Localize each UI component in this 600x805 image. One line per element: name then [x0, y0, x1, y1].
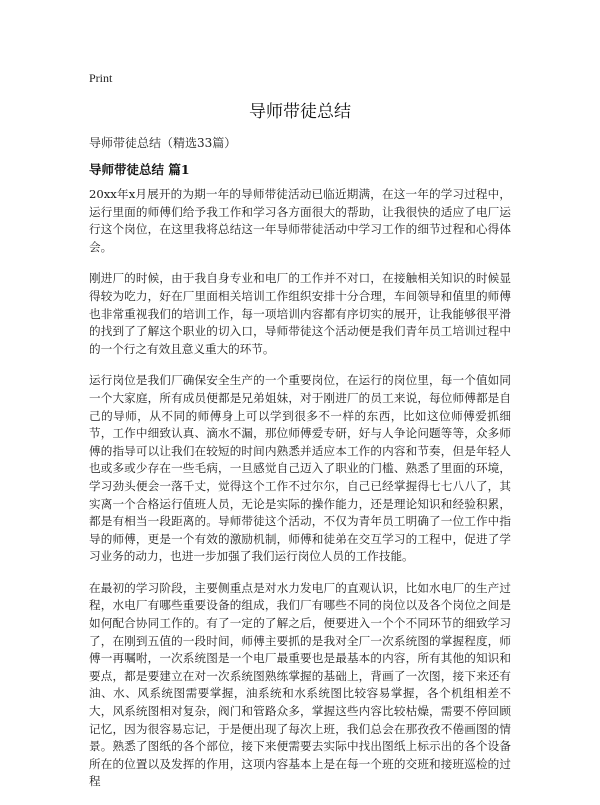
document-body [89, 186, 511, 805]
print-link[interactable]: Print [89, 71, 113, 85]
paragraph-3: 运行岗位是我们厂确保安全生产的一个重要岗位，在运行的岗位里，每一个值如同一个大家庭，所有成员便都是兄弟姐妹，对于刚进厂的员工来说，每位师傅都是自己的导师，从不同的师傅身上可以学到很多不一样的东西，比如这位师傅爱抓细节，工作中细致认真、滴水不漏，那位师傅爱专研，好与人争论问题等等，众多师傅的指导可以让我们在较短的时间内熟悉并适应本工作的内容和节奏，但是年轻人也或多或少存在一些毛病，一旦感觉自己迈入了职业的门槛、熟悉了里面的环境，学习劲头便会一落千丈，觉得这个工作不过尔尔，自己已经掌握得七七八八了，其实离一个合格运行值班人员，无论是实际的操作能力，还是理论知识和经验积累，都是有相当一段距离的。导师带徒这个活动，不仅为青年员工明确了一位工作中指导的师傅，更是一个有效的激励机制，师傅和徒弟在交互学习的工程中，促进了学习业务的动力，也进一步加强了我们运行岗位人员的工作技能。 [89, 373, 511, 564]
paragraph-1: 20xx年x月展开的为期一年的导师带徒活动已临近期满，在这一年的学习过程中，运行里面的师傅们给予我工作和学习各方面很大的帮助，让我很快的适应了电厂运行这个岗位，在这里我将总结这一年导师带徒活动中学习工作的细节过程和心得体会。 [89, 187, 511, 254]
paragraph-2: 刚进厂的时候，由于我自身专业和电厂的工作并不对口，在接触相关知识的时候显得较为吃力，好在厂里面相关培训工作组织安排十分合理，车间领导和值里的师傅也非常重视我们的培训工作，每一项培训内容都有序切实的展开，让我能够很平滑的找到了了解这个职业的切入口，导师带徒这个活动便是我们青年员工培训过程中的一个行之有效且意义重大的环节。 [89, 271, 511, 356]
document-title: 导师带徒总结 [249, 102, 351, 122]
section-heading: 导师带徒总结 篇1 [89, 162, 190, 177]
paragraph-4: 在最初的学习阶段，主要侧重点是对水力发电厂的直观认识，比如水电厂的生产过程，水电厂有哪些重要设备的组成，我们厂有哪些不同的岗位以及各个岗位之间是如何配合协同工作的。有了一定的了解之后，便要进入一个个不同环节的细致学习了，在刚到五值的一段时间，师傅主要抓的是我对全厂一次系统图的掌握程度，师傅一再嘱咐，一次系统图是一个电厂最重要也是最基本的内容，所有其他的知识和要点，都是要建立在对一次系统图熟练掌握的基础上，背画了一次图，接下来还有油、水、风系统图需要掌握，油系统和水系统图比较容易掌握，各个机组相差不大，风系统图相对复杂，阀门和管路众多，掌握这些内容比较枯燥，需要不停回顾记忆，因为很容易忘记，于是便出现了每次上班，我们总会在那孜孜不倦画图的情景。熟悉了图纸的各个部位，接下来便需要去实际中找出图纸上标示出的各个设备所在的位置以及发挥的作用，这项内容基本上是在每一个班的交班和接班巡检的过程 [89, 580, 511, 789]
document-subtitle: 导师带徒总结（精选33篇） [89, 136, 237, 150]
